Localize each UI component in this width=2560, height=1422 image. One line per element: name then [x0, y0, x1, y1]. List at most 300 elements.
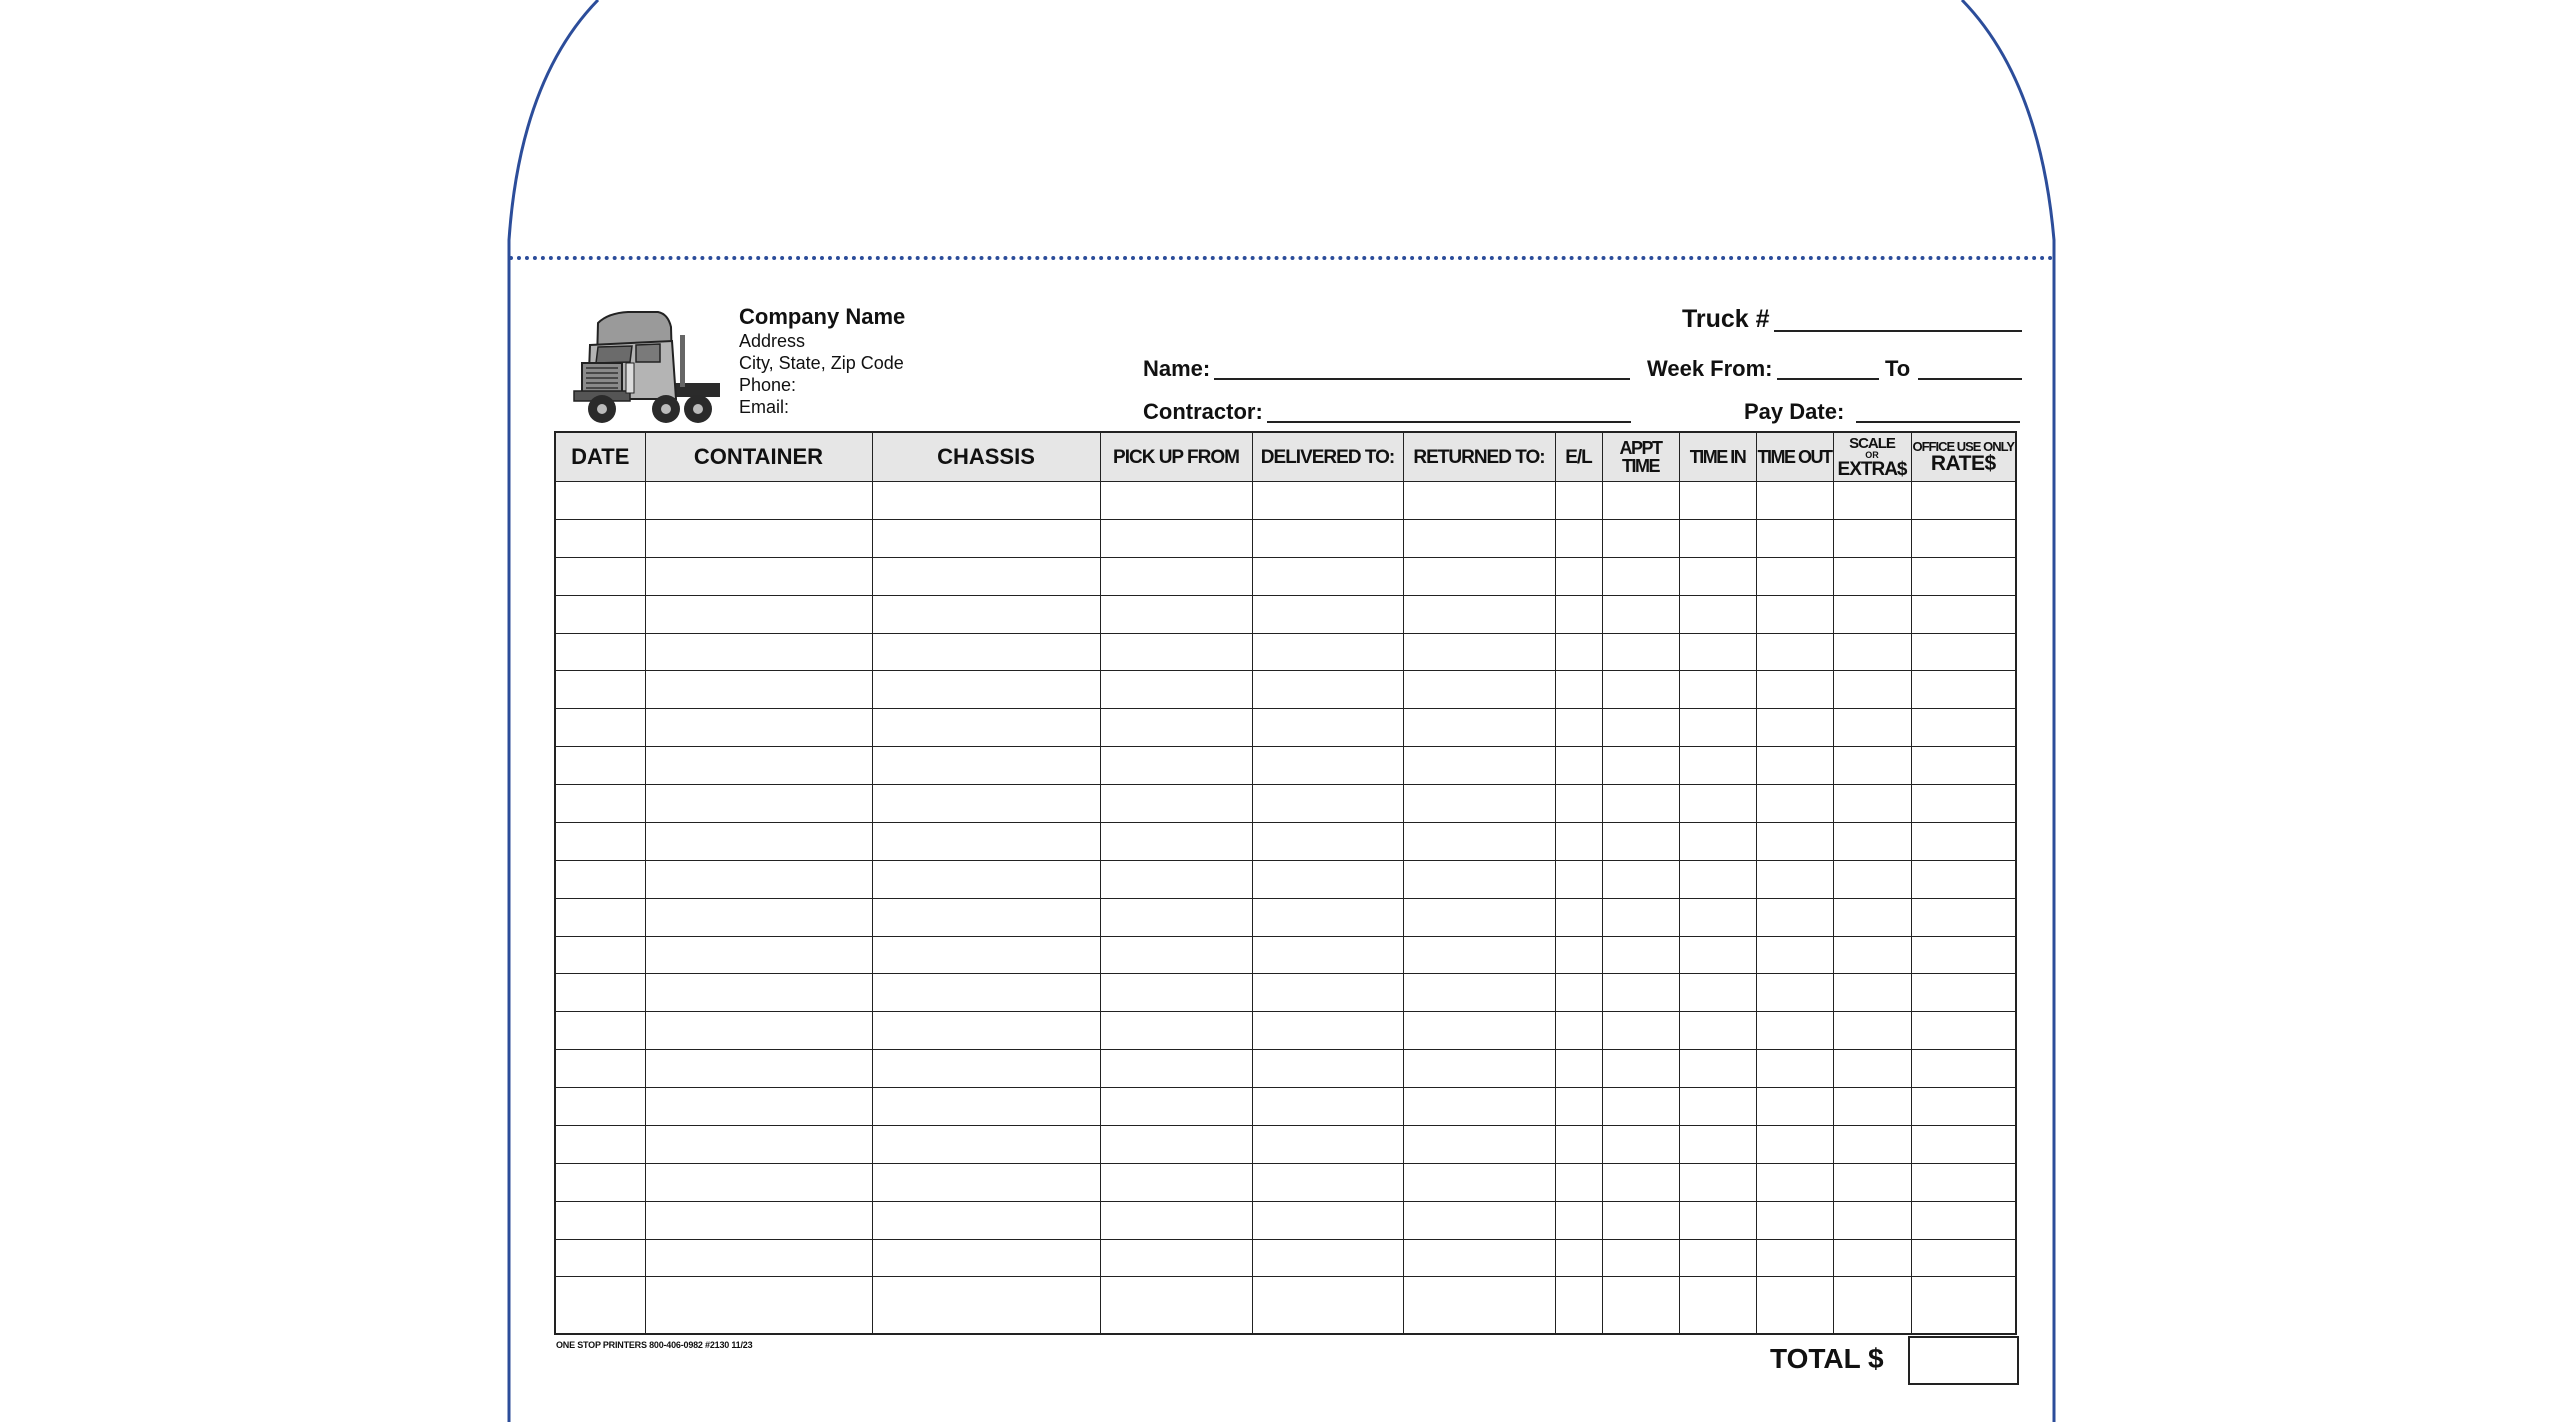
- table-cell[interactable]: [1679, 633, 1756, 671]
- table-cell[interactable]: [1252, 1277, 1403, 1334]
- table-cell[interactable]: [872, 1163, 1100, 1201]
- table-cell[interactable]: [1602, 936, 1679, 974]
- table-cell[interactable]: [1555, 1163, 1602, 1201]
- table-cell[interactable]: [555, 974, 645, 1012]
- table-cell[interactable]: [1756, 1239, 1833, 1277]
- table-cell[interactable]: [1555, 1125, 1602, 1163]
- table-cell[interactable]: [1833, 595, 1911, 633]
- table-cell[interactable]: [1403, 633, 1555, 671]
- table-cell[interactable]: [1911, 1163, 2016, 1201]
- table-cell[interactable]: [1100, 633, 1252, 671]
- table-cell[interactable]: [1911, 1050, 2016, 1088]
- table-cell[interactable]: [1756, 1088, 1833, 1126]
- table-cell[interactable]: [555, 519, 645, 557]
- table-cell[interactable]: [1403, 1088, 1555, 1126]
- table-cell[interactable]: [1911, 671, 2016, 709]
- table-cell[interactable]: [1833, 936, 1911, 974]
- table-cell[interactable]: [1911, 519, 2016, 557]
- table-cell[interactable]: [1100, 898, 1252, 936]
- table-cell[interactable]: [1833, 1012, 1911, 1050]
- table-cell[interactable]: [1555, 709, 1602, 747]
- table-cell[interactable]: [872, 633, 1100, 671]
- table-cell[interactable]: [1100, 1125, 1252, 1163]
- table-cell[interactable]: [1602, 822, 1679, 860]
- table-cell[interactable]: [1833, 1125, 1911, 1163]
- table-cell[interactable]: [555, 1125, 645, 1163]
- table-cell[interactable]: [555, 671, 645, 709]
- table-cell[interactable]: [1911, 1239, 2016, 1277]
- perforation-line: [509, 256, 2054, 260]
- table-cell[interactable]: [1252, 557, 1403, 595]
- table-cell[interactable]: [872, 1125, 1100, 1163]
- table-cell[interactable]: [1911, 1125, 2016, 1163]
- total-input-box[interactable]: [1908, 1336, 2019, 1385]
- table-cell[interactable]: [1756, 1277, 1833, 1334]
- table-cell[interactable]: [645, 1239, 872, 1277]
- table-cell[interactable]: [1100, 709, 1252, 747]
- table-cell[interactable]: [1833, 898, 1911, 936]
- table-cell[interactable]: [1679, 595, 1756, 633]
- table-cell[interactable]: [645, 519, 872, 557]
- table-cell[interactable]: [1403, 1277, 1555, 1334]
- col-header-time-in: TIME IN: [1679, 432, 1756, 482]
- table-cell[interactable]: [1833, 747, 1911, 785]
- table-cell[interactable]: [555, 1050, 645, 1088]
- table-cell[interactable]: [645, 1201, 872, 1239]
- table-cell[interactable]: [1679, 482, 1756, 520]
- table-cell[interactable]: [1252, 860, 1403, 898]
- table-cell[interactable]: [1679, 1125, 1756, 1163]
- table-cell[interactable]: [1756, 936, 1833, 974]
- table-cell[interactable]: [1555, 747, 1602, 785]
- table-cell[interactable]: [1756, 519, 1833, 557]
- name-blank[interactable]: [1214, 378, 1630, 380]
- table-cell[interactable]: [872, 1201, 1100, 1239]
- table-cell[interactable]: [1555, 482, 1602, 520]
- table-cell[interactable]: [1833, 671, 1911, 709]
- table-cell[interactable]: [555, 822, 645, 860]
- table-cell[interactable]: [1833, 1239, 1911, 1277]
- col-header-appt-time: APPT TIME: [1602, 432, 1679, 482]
- table-cell[interactable]: [1252, 595, 1403, 633]
- table-cell[interactable]: [1555, 671, 1602, 709]
- table-cell[interactable]: [1911, 1277, 2016, 1334]
- table-cell[interactable]: [1252, 1239, 1403, 1277]
- table-cell[interactable]: [1252, 898, 1403, 936]
- table-cell[interactable]: [1756, 595, 1833, 633]
- table-cell[interactable]: [1100, 1201, 1252, 1239]
- table-cell[interactable]: [872, 747, 1100, 785]
- table-cell[interactable]: [1679, 1088, 1756, 1126]
- table-cell[interactable]: [1403, 557, 1555, 595]
- table-cell[interactable]: [1555, 898, 1602, 936]
- table-cell[interactable]: [1100, 595, 1252, 633]
- table-cell[interactable]: [1602, 1277, 1679, 1334]
- week-to-field[interactable]: [1885, 356, 2022, 382]
- table-cell[interactable]: [1756, 633, 1833, 671]
- week-from-field[interactable]: [1647, 356, 1879, 382]
- table-cell[interactable]: [645, 1125, 872, 1163]
- table-cell[interactable]: [555, 1012, 645, 1050]
- table-row: [555, 671, 2016, 709]
- table-cell[interactable]: [1252, 1201, 1403, 1239]
- table-cell[interactable]: [1911, 557, 2016, 595]
- table-cell[interactable]: [645, 1163, 872, 1201]
- table-cell[interactable]: [1403, 1239, 1555, 1277]
- table-cell[interactable]: [1555, 822, 1602, 860]
- week-to-blank[interactable]: [1918, 378, 2022, 380]
- table-cell[interactable]: [645, 1088, 872, 1126]
- table-cell[interactable]: [1252, 709, 1403, 747]
- table-cell[interactable]: [1911, 785, 2016, 823]
- table-cell[interactable]: [645, 482, 872, 520]
- table-cell[interactable]: [555, 557, 645, 595]
- table-cell[interactable]: [555, 595, 645, 633]
- table-cell[interactable]: [1602, 595, 1679, 633]
- table-cell[interactable]: [872, 557, 1100, 595]
- col-header-office-rates: [1911, 432, 2016, 482]
- table-cell[interactable]: [1403, 482, 1555, 520]
- table-row: [555, 974, 2016, 1012]
- table-cell[interactable]: [645, 785, 872, 823]
- table-cell[interactable]: [1756, 709, 1833, 747]
- table-cell[interactable]: [872, 1012, 1100, 1050]
- table-cell[interactable]: [1602, 747, 1679, 785]
- table-cell[interactable]: [1100, 1050, 1252, 1088]
- table-cell[interactable]: [1602, 671, 1679, 709]
- table-cell[interactable]: [1555, 1012, 1602, 1050]
- table-cell[interactable]: [1911, 595, 2016, 633]
- table-cell[interactable]: [1756, 974, 1833, 1012]
- table-cell[interactable]: [1555, 860, 1602, 898]
- company-address: Address: [739, 331, 806, 351]
- table-cell[interactable]: [1756, 1201, 1833, 1239]
- company-email: Email:: [739, 397, 790, 417]
- table-cell[interactable]: [1602, 1201, 1679, 1239]
- table-cell[interactable]: [872, 1277, 1100, 1334]
- table-cell[interactable]: [555, 1239, 645, 1277]
- table-cell[interactable]: [1100, 482, 1252, 520]
- table-cell[interactable]: [1252, 519, 1403, 557]
- table-cell[interactable]: [1602, 1012, 1679, 1050]
- col-header-scale-extras: [1833, 432, 1911, 482]
- table-cell[interactable]: [1252, 747, 1403, 785]
- table-cell[interactable]: [645, 898, 872, 936]
- table-cell[interactable]: [1555, 633, 1602, 671]
- table-cell[interactable]: [645, 709, 872, 747]
- col-header-date: DATE: [555, 432, 645, 482]
- table-cell[interactable]: [872, 860, 1100, 898]
- table-cell[interactable]: [1756, 785, 1833, 823]
- table-cell[interactable]: [1403, 898, 1555, 936]
- table-cell[interactable]: [1100, 1163, 1252, 1201]
- table-cell[interactable]: [1555, 1201, 1602, 1239]
- table-cell[interactable]: [872, 1239, 1100, 1277]
- table-cell[interactable]: [1252, 785, 1403, 823]
- table-cell[interactable]: [1833, 482, 1911, 520]
- table-cell[interactable]: [1911, 822, 2016, 860]
- table-cell[interactable]: [645, 1012, 872, 1050]
- table-row: [555, 1088, 2016, 1126]
- table-cell[interactable]: [555, 1088, 645, 1126]
- table-cell[interactable]: [1911, 747, 2016, 785]
- table-cell[interactable]: [1756, 557, 1833, 595]
- company-block: [739, 306, 905, 418]
- table-cell[interactable]: [1679, 1050, 1756, 1088]
- table-cell[interactable]: [1100, 1277, 1252, 1334]
- table-cell[interactable]: [1555, 557, 1602, 595]
- table-cell[interactable]: [555, 482, 645, 520]
- table-cell[interactable]: [1602, 557, 1679, 595]
- table-cell[interactable]: [1403, 519, 1555, 557]
- table-cell[interactable]: [555, 709, 645, 747]
- table-cell[interactable]: [1555, 936, 1602, 974]
- table-cell[interactable]: [645, 974, 872, 1012]
- table-cell[interactable]: [1679, 974, 1756, 1012]
- table-cell[interactable]: [1756, 1163, 1833, 1201]
- table-cell[interactable]: [555, 1163, 645, 1201]
- table-cell[interactable]: [1833, 519, 1911, 557]
- table-cell[interactable]: [555, 1201, 645, 1239]
- col-header-time-out: TIME OUT: [1756, 432, 1833, 482]
- table-cell[interactable]: [1911, 482, 2016, 520]
- table-cell[interactable]: [1555, 1088, 1602, 1126]
- table-cell[interactable]: [1756, 860, 1833, 898]
- table-cell[interactable]: [1555, 1050, 1602, 1088]
- table-cell[interactable]: [1403, 1163, 1555, 1201]
- table-cell[interactable]: [1911, 1088, 2016, 1126]
- table-cell[interactable]: [1100, 747, 1252, 785]
- table-cell[interactable]: [1602, 1163, 1679, 1201]
- scale-label: SCALE: [1849, 434, 1895, 452]
- table-cell[interactable]: [1100, 860, 1252, 898]
- table-cell[interactable]: [1252, 671, 1403, 709]
- pay-date-blank[interactable]: [1856, 421, 2020, 423]
- table-cell[interactable]: [555, 936, 645, 974]
- table-cell[interactable]: [1100, 519, 1252, 557]
- table-cell[interactable]: [1403, 747, 1555, 785]
- truck-number-field[interactable]: [1682, 305, 2022, 334]
- table-cell[interactable]: [1602, 785, 1679, 823]
- table-cell[interactable]: [1100, 1088, 1252, 1126]
- table-cell[interactable]: [1911, 936, 2016, 974]
- table-cell[interactable]: [1403, 1012, 1555, 1050]
- table-cell[interactable]: [1555, 1239, 1602, 1277]
- contractor-blank[interactable]: [1267, 421, 1631, 423]
- table-cell[interactable]: [1833, 1163, 1911, 1201]
- table-cell[interactable]: [1100, 1239, 1252, 1277]
- week-from-blank[interactable]: [1777, 378, 1879, 380]
- col-header-returned-to: RETURNED TO:: [1403, 432, 1555, 482]
- table-cell[interactable]: [555, 785, 645, 823]
- table-cell[interactable]: [645, 936, 872, 974]
- table-cell[interactable]: [1679, 785, 1756, 823]
- table-cell[interactable]: [645, 822, 872, 860]
- table-cell[interactable]: [1403, 936, 1555, 974]
- table-cell[interactable]: [1602, 519, 1679, 557]
- table-cell[interactable]: [1602, 1239, 1679, 1277]
- table-cell[interactable]: [872, 595, 1100, 633]
- table-cell[interactable]: [555, 747, 645, 785]
- table-cell[interactable]: [1756, 482, 1833, 520]
- table-cell[interactable]: [1100, 936, 1252, 974]
- table-cell[interactable]: [1679, 1277, 1756, 1334]
- table-cell[interactable]: [872, 519, 1100, 557]
- truck-number-blank[interactable]: [1774, 330, 2022, 332]
- table-cell[interactable]: [1252, 1125, 1403, 1163]
- table-row: [555, 1277, 2016, 1334]
- contractor-field[interactable]: [1143, 399, 1631, 425]
- table-cell[interactable]: [1911, 1012, 2016, 1050]
- table-cell[interactable]: [1756, 1125, 1833, 1163]
- table-cell[interactable]: [1403, 1125, 1555, 1163]
- col-header-el: E/L: [1555, 432, 1602, 482]
- table-cell[interactable]: [1602, 709, 1679, 747]
- table-cell[interactable]: [1833, 1088, 1911, 1126]
- table-cell[interactable]: [1555, 785, 1602, 823]
- table-cell[interactable]: [1252, 1012, 1403, 1050]
- table-cell[interactable]: [1403, 1050, 1555, 1088]
- table-cell[interactable]: [1679, 519, 1756, 557]
- table-cell[interactable]: [645, 1277, 872, 1334]
- table-cell[interactable]: [555, 1277, 645, 1334]
- table-cell[interactable]: [1100, 785, 1252, 823]
- table-cell[interactable]: [1756, 671, 1833, 709]
- name-field[interactable]: [1143, 356, 1630, 382]
- name-label: Name:: [1143, 356, 1211, 381]
- table-cell[interactable]: [645, 595, 872, 633]
- pay-date-field[interactable]: [1744, 399, 2020, 425]
- table-cell[interactable]: [872, 482, 1100, 520]
- table-cell[interactable]: [1679, 557, 1756, 595]
- table-cell[interactable]: [1100, 557, 1252, 595]
- table-cell[interactable]: [1679, 671, 1756, 709]
- table-cell[interactable]: [1602, 1088, 1679, 1126]
- table-cell[interactable]: [872, 822, 1100, 860]
- table-cell[interactable]: [1911, 1201, 2016, 1239]
- table-cell[interactable]: [1602, 898, 1679, 936]
- table-cell[interactable]: [1252, 482, 1403, 520]
- table-cell[interactable]: [1756, 747, 1833, 785]
- table-cell[interactable]: [1911, 974, 2016, 1012]
- table-cell[interactable]: [1679, 747, 1756, 785]
- table-cell[interactable]: [1679, 822, 1756, 860]
- table-cell[interactable]: [1403, 1201, 1555, 1239]
- table-cell[interactable]: [1555, 1277, 1602, 1334]
- table-cell[interactable]: [1679, 1163, 1756, 1201]
- table-cell[interactable]: [1756, 1012, 1833, 1050]
- table-cell[interactable]: [872, 1088, 1100, 1126]
- table-cell[interactable]: [872, 785, 1100, 823]
- table-cell[interactable]: [1833, 822, 1911, 860]
- table-cell[interactable]: [1252, 822, 1403, 860]
- table-cell[interactable]: [555, 898, 645, 936]
- table-cell[interactable]: [1833, 785, 1911, 823]
- table-cell[interactable]: [1833, 1050, 1911, 1088]
- table-cell[interactable]: [1833, 1201, 1911, 1239]
- table-cell[interactable]: [645, 747, 872, 785]
- rates-label: RATE$: [1930, 452, 1996, 475]
- table-cell[interactable]: [1555, 974, 1602, 1012]
- table-cell[interactable]: [1403, 671, 1555, 709]
- table-cell[interactable]: [872, 1050, 1100, 1088]
- table-cell[interactable]: [1833, 860, 1911, 898]
- table-cell[interactable]: [645, 1050, 872, 1088]
- table-cell[interactable]: [1403, 974, 1555, 1012]
- table-cell[interactable]: [1252, 633, 1403, 671]
- table-cell[interactable]: [872, 936, 1100, 974]
- table-cell[interactable]: [1252, 1088, 1403, 1126]
- table-cell[interactable]: [1756, 822, 1833, 860]
- table-cell[interactable]: [1602, 1125, 1679, 1163]
- table-cell[interactable]: [1403, 595, 1555, 633]
- table-cell[interactable]: [872, 898, 1100, 936]
- table-cell[interactable]: [1602, 1050, 1679, 1088]
- table-cell[interactable]: [1679, 898, 1756, 936]
- table-cell[interactable]: [1911, 709, 2016, 747]
- table-cell[interactable]: [1833, 1277, 1911, 1334]
- table-cell[interactable]: [1679, 860, 1756, 898]
- table-cell[interactable]: [1602, 860, 1679, 898]
- table-cell[interactable]: [1602, 633, 1679, 671]
- table-cell[interactable]: [1756, 1050, 1833, 1088]
- table-cell[interactable]: [1252, 974, 1403, 1012]
- total-label: TOTAL $: [1770, 1343, 1884, 1374]
- table-header-row: [555, 432, 2016, 482]
- table-cell[interactable]: [1252, 1163, 1403, 1201]
- table-cell[interactable]: [555, 860, 645, 898]
- table-cell[interactable]: [1100, 671, 1252, 709]
- table-cell[interactable]: [1252, 936, 1403, 974]
- col-header-container: CONTAINER: [645, 432, 872, 482]
- table-cell[interactable]: [1403, 860, 1555, 898]
- table-cell[interactable]: [1679, 936, 1756, 974]
- table-cell[interactable]: [1756, 898, 1833, 936]
- table-cell[interactable]: [1403, 709, 1555, 747]
- table-cell[interactable]: [1833, 557, 1911, 595]
- table-cell[interactable]: [1679, 1201, 1756, 1239]
- table-cell[interactable]: [1555, 595, 1602, 633]
- table-cell[interactable]: [1602, 974, 1679, 1012]
- extras-label: EXTRA$: [1837, 458, 1907, 480]
- table-cell[interactable]: [645, 557, 872, 595]
- table-cell[interactable]: [1555, 519, 1602, 557]
- table-cell[interactable]: [1679, 709, 1756, 747]
- table-cell[interactable]: [1679, 1012, 1756, 1050]
- table-cell[interactable]: [1911, 860, 2016, 898]
- table-cell[interactable]: [872, 671, 1100, 709]
- table-cell[interactable]: [1833, 974, 1911, 1012]
- table-cell[interactable]: [645, 860, 872, 898]
- table-cell[interactable]: [1602, 482, 1679, 520]
- table-cell[interactable]: [1911, 898, 2016, 936]
- table-cell[interactable]: [645, 633, 872, 671]
- table-cell[interactable]: [1911, 633, 2016, 671]
- table-cell[interactable]: [1403, 822, 1555, 860]
- table-cell[interactable]: [1100, 974, 1252, 1012]
- table-cell[interactable]: [872, 974, 1100, 1012]
- table-cell[interactable]: [1403, 785, 1555, 823]
- table-cell[interactable]: [1679, 1239, 1756, 1277]
- table-cell[interactable]: [1252, 1050, 1403, 1088]
- table-cell[interactable]: [555, 633, 645, 671]
- table-cell[interactable]: [1833, 633, 1911, 671]
- table-cell[interactable]: [872, 709, 1100, 747]
- table-cell[interactable]: [1833, 709, 1911, 747]
- table-cell[interactable]: [645, 671, 872, 709]
- table-cell[interactable]: [1100, 1012, 1252, 1050]
- table-cell[interactable]: [1100, 822, 1252, 860]
